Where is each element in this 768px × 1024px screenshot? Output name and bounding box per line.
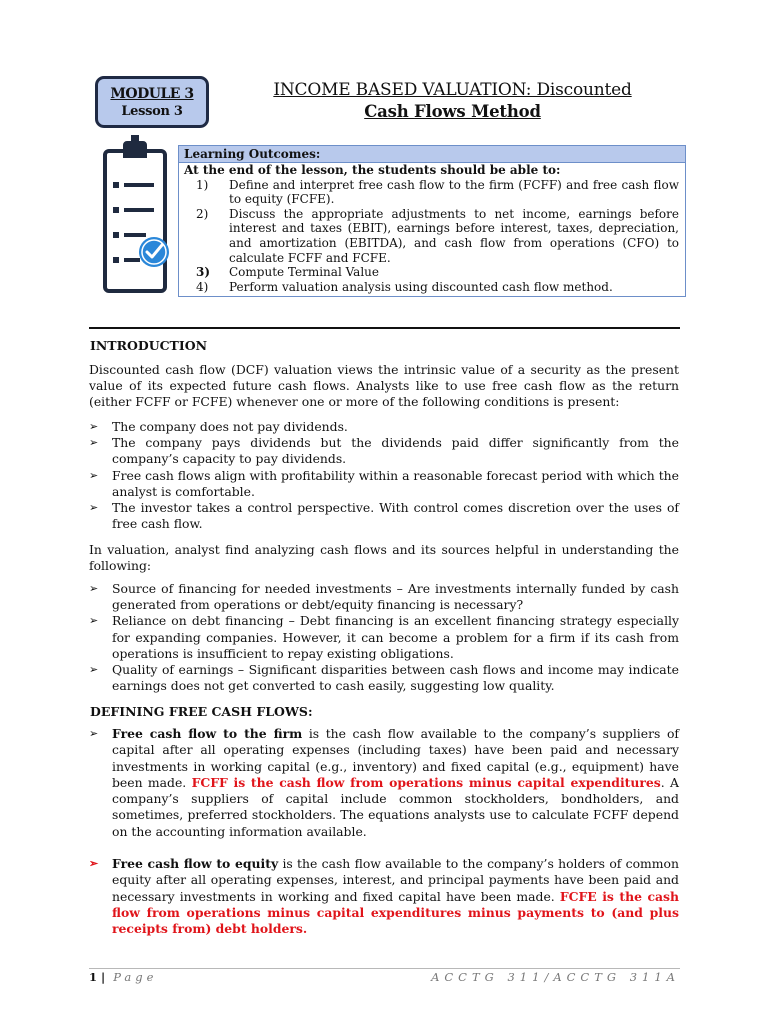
learning-outcomes-intro: At the end of the lesson, the students should be able to: <box>184 163 561 177</box>
title-line-2: Cash Flows Method <box>364 102 541 121</box>
arrow-bullet-icon: ➢ <box>89 501 99 515</box>
fcff-highlight: FCFF is the cash flow from operations minus capital expenditures <box>191 774 661 790</box>
checkmark-icon <box>139 237 169 267</box>
page-number <box>89 970 157 984</box>
outcome-text: Perform valuation analysis using discounted cash flow method. <box>229 279 613 294</box>
fcfe-text: is the cash flow available to the company’s holders of common equity after all operating expenses, interest, and principal payments have been paid and necessary investments in working and fixed capital have been made. <box>112 856 679 904</box>
list-item <box>89 662 679 694</box>
fcfe-highlight: FCFE is the cash flow from operations minus capital expenditures minus payments to (and plus receipts from) debt holders <box>112 888 679 937</box>
introduction-paragraph: Discounted cash flow (DCF) valuation views the intrinsic value of a security as the present value of its expected future cash flows. Analysts like to use free cash flow as the return (either FCFF or FCFE) whenever one or more of the following conditions is present: <box>89 362 679 410</box>
outcome-item <box>179 207 685 265</box>
outcome-item <box>179 178 685 207</box>
list-item <box>89 500 679 532</box>
module-label: MODULE 3 <box>110 86 194 102</box>
outcome-item <box>179 280 685 295</box>
page-number-value: 1 | <box>89 970 106 984</box>
learning-outcomes-heading: Learning Outcomes: <box>179 146 685 163</box>
introduction-heading: INTRODUCTION <box>90 338 208 353</box>
list-item <box>89 613 679 662</box>
course-code: ACCTG 311/ACCTG 311A <box>431 970 680 984</box>
outcome-number: 3) <box>196 265 211 280</box>
list-item <box>89 468 679 500</box>
page-word: Page <box>113 970 158 984</box>
lesson-label: Lesson 3 <box>121 104 183 119</box>
arrow-bullet-icon: ➢ <box>89 663 99 677</box>
fcff-definition <box>89 726 679 840</box>
arrow-bullet-icon: ➢ <box>89 582 99 595</box>
learning-outcomes-list <box>179 178 685 295</box>
list-item <box>89 419 679 435</box>
list-item-text: The company does not pay dividends. <box>112 419 348 434</box>
list-item-text: Free cash flows align with profitability within a reasonable forecast period with which the analyst is comfortable. <box>112 467 679 499</box>
fcff-term: Free cash flow to the firm <box>112 726 303 741</box>
fcfe-definition <box>89 856 679 937</box>
list-item-text: The investor takes a control perspective. With control comes discretion over the uses of free cash flow. <box>112 500 679 532</box>
arrow-bullet-icon: ➢ <box>89 727 99 740</box>
defining-heading: DEFINING FREE CASH FLOWS: <box>90 704 313 719</box>
outcome-item <box>179 265 685 280</box>
list-item-text: Quality of earnings – Significant disparities between cash flows and income may indicate earnings does not get converted to cash easily, suggesting low quality. <box>112 662 679 694</box>
outcome-number: 2) <box>196 206 209 221</box>
conditions-list <box>89 419 679 532</box>
outcome-number: 1) <box>196 177 209 192</box>
fcff-text-2: . A company’s suppliers of capital include common stockholders, bondholders, and sometimes, preferred stockholders. The equations analysts use to calculate FCFF depend on the accounting information available. <box>112 774 679 839</box>
arrow-bullet-icon: ➢ <box>89 468 99 482</box>
arrow-bullet-icon: ➢ <box>89 857 99 870</box>
outcome-text: Discuss the appropriate adjustments to net income, earnings before interest and taxes (EBIT), earnings before interest, taxes, depreciation, and amortization (EBITDA), and cash flow from operations (CFO) to calculate FCFF and FCFE. <box>229 206 679 265</box>
arrow-bullet-icon: ➢ <box>89 436 99 450</box>
fcfe-term: Free cash flow to equity <box>112 856 279 871</box>
list-item-text: Reliance on debt financing – Debt financing is an excellent financing strategy especially for expanding companies. However, it can become a problem for a firm if its cash from operations is insufficient to repay existing obligations. <box>112 613 679 661</box>
arrow-bullet-icon: ➢ <box>89 420 99 433</box>
page-footer <box>89 970 680 988</box>
valuation-paragraph: In valuation, analyst find analyzing cash flows and its sources helpful in understanding the following: <box>89 542 679 574</box>
title-line-1: INCOME BASED VALUATION: Discounted <box>273 80 632 100</box>
learning-outcomes-box <box>178 145 686 297</box>
sources-list <box>89 581 679 694</box>
outcome-text: Compute Terminal Value <box>229 265 379 280</box>
footer-divider <box>89 968 680 969</box>
outcome-number: 4) <box>196 279 209 294</box>
section-divider <box>89 327 680 329</box>
list-item-text: Source of financing for needed investments – Are investments internally funded by cash generated from operations or debt/equity financing is necessary? <box>112 581 679 613</box>
fcff-text: is the cash flow available to the company’s suppliers of capital after all operating expenses (including taxes) have been paid and necessary investments in working capital (e.g., inventory) and fixed capital (e.g., equipment) have been made. <box>112 726 679 790</box>
outcome-text: Define and interpret free cash flow to the firm (FCFF) and free cash flow to equity (FCFE). <box>229 177 679 207</box>
module-badge <box>95 76 209 128</box>
list-item-text: The company pays dividends but the dividends paid differ significantly from the company’s capacity to pay dividends. <box>112 435 679 467</box>
fcfe-text-2: . <box>302 921 308 937</box>
list-item <box>89 435 679 467</box>
arrow-bullet-icon: ➢ <box>89 614 99 628</box>
list-item <box>89 581 679 613</box>
page-title <box>230 80 675 122</box>
clipboard-checklist-icon <box>93 135 175 303</box>
